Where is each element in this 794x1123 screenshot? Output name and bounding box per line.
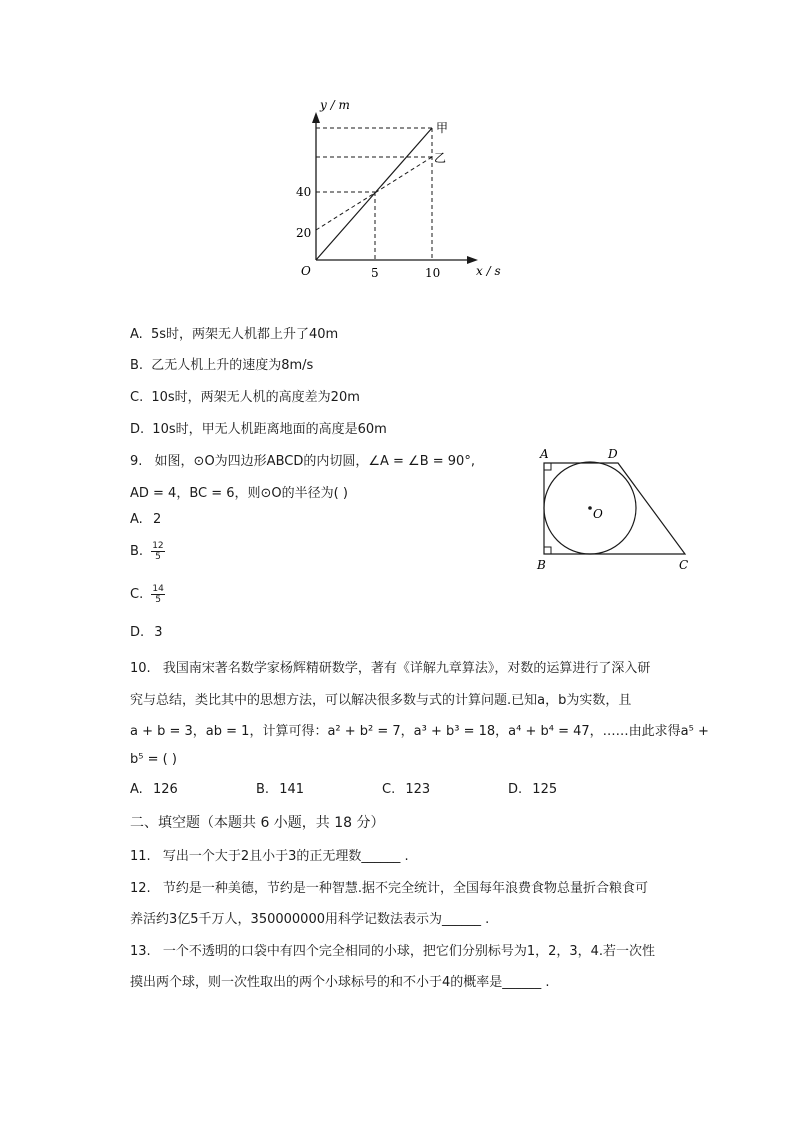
q8-option-c-letter: C. xyxy=(130,390,144,405)
q12-text-line1: 节约是一种美德，节约是一种智慧.据不完全统计，全国每年浪费食物总量折合粮食可 xyxy=(162,881,648,896)
q10-stem-line4 xyxy=(130,752,177,767)
q10-option-b-letter: B. xyxy=(256,782,270,797)
q13-text-line2: 摸出两个球，则一次性取出的两个小球标号的和不小于4的概率是______ . xyxy=(130,975,550,990)
q13-text-line1: 一个不透明的口袋中有四个完全相同的小球，把它们分别标号为1，2，3，4.若一次性 xyxy=(162,944,656,959)
q9-option-d[interactable] xyxy=(130,625,163,640)
q9-option-b-denominator: 5 xyxy=(155,552,161,562)
x-tick-10: 10 xyxy=(425,266,441,280)
x-axis-label: x / s xyxy=(476,264,501,278)
q9-text-line2: AD = 4，BC = 6，则⊙O的半径为( ) xyxy=(130,486,348,501)
q12-number: 12. xyxy=(130,881,151,896)
q9-number: 9. xyxy=(130,454,143,469)
q8-option-b-letter: B. xyxy=(130,358,144,373)
q9-text-line1: 如图，⊙O为四边形ABCD的内切圆，∠A = ∠B = 90°, xyxy=(154,454,475,469)
q9-option-d-letter: D. xyxy=(130,625,145,640)
y-axis-label: y / m xyxy=(320,98,350,112)
y-axis-arrow xyxy=(312,112,320,123)
q10-stem-line1 xyxy=(130,657,650,676)
q10-stem-line3 xyxy=(130,720,709,739)
q10-number: 10. xyxy=(130,661,151,676)
q12-text-line2: 养活约3亿5千万人，350000000用科学记数法表示为______ . xyxy=(130,912,490,927)
section-heading: 二、填空题（本题共 6 小题，共 18 分） xyxy=(130,815,385,831)
q13-stem-line2 xyxy=(130,971,550,990)
right-angle-mark-b xyxy=(544,547,551,554)
y-tick-40: 40 xyxy=(296,185,312,199)
q9-option-b[interactable] xyxy=(130,541,165,562)
q10-option-c[interactable] xyxy=(382,782,430,797)
q10-text-line4: b⁵ = ( ) xyxy=(130,752,177,767)
line-yi-label: 乙 xyxy=(434,151,447,165)
q8-option-c[interactable] xyxy=(130,386,360,405)
q9-option-a-letter: A. xyxy=(130,512,143,527)
q13-number: 13. xyxy=(130,944,151,959)
center-label-o: O xyxy=(593,507,603,521)
q10-option-b-text: 141 xyxy=(279,782,305,797)
q10-option-a-letter: A. xyxy=(130,782,143,797)
q9-option-b-letter: B. xyxy=(130,544,144,559)
vertex-label-b: B xyxy=(537,558,546,572)
q8-option-d-letter: D. xyxy=(130,422,145,437)
quadrilateral-abcd xyxy=(544,463,685,554)
line-jia-label: 甲 xyxy=(436,121,449,135)
q10-option-c-text: 123 xyxy=(405,782,431,797)
q10-option-a-text: 126 xyxy=(152,782,178,797)
line-jia xyxy=(316,128,432,260)
q8-option-c-text: 10s时，两架无人机的高度差为20m xyxy=(151,390,360,405)
q9-option-c-letter: C. xyxy=(130,587,144,602)
q8-option-b-text: 乙无人机上升的速度为8m/s xyxy=(151,358,314,373)
q9-option-a[interactable] xyxy=(130,512,161,527)
q12-stem-line2 xyxy=(130,908,489,927)
q9-option-c[interactable] xyxy=(130,584,165,605)
q9-option-c-denominator: 5 xyxy=(155,595,161,605)
q10-text-line2: 究与总结，类比其中的思想方法，可以解决很多数与式的计算问题.已知a，b为实数，且 xyxy=(130,693,632,708)
q9-option-d-text: 3 xyxy=(154,625,163,640)
q10-text-line1: 我国南宋著名数学家杨辉精研数学，著有《详解九章算法》，对数的运算进行了深入研 xyxy=(162,661,651,676)
q11-text: 写出一个大于2且小于3的正无理数______ . xyxy=(162,849,409,864)
q9-option-c-fraction xyxy=(151,584,164,605)
q8-option-d[interactable] xyxy=(130,418,387,437)
q13-stem-line1 xyxy=(130,940,655,959)
q11-stem xyxy=(130,845,409,864)
q11-number: 11. xyxy=(130,849,151,864)
q10-option-a[interactable] xyxy=(130,782,178,797)
y-tick-20: 20 xyxy=(296,226,312,240)
x-tick-5: 5 xyxy=(371,266,379,280)
quadrilateral-incircle-figure xyxy=(530,444,705,579)
q10-text-line3: a + b = 3，ab = 1，计算可得：a² + b² = 7，a³ + b³ = 18，a⁴ + b⁴ = 47，……由此求得a⁵ + xyxy=(130,724,709,739)
q8-option-a-letter: A. xyxy=(130,327,143,342)
q9-stem-line2 xyxy=(130,482,348,501)
q12-stem-line1 xyxy=(130,877,648,896)
x-axis-arrow xyxy=(467,256,478,264)
q9-stem-line1 xyxy=(130,450,475,469)
center-dot xyxy=(588,506,592,510)
q10-option-c-letter: C. xyxy=(382,782,396,797)
q10-option-b[interactable] xyxy=(256,782,304,797)
q8-option-a[interactable] xyxy=(130,323,338,342)
vertex-label-d: D xyxy=(608,447,618,461)
q10-option-d[interactable] xyxy=(508,782,557,797)
q9-option-b-numerator: 12 xyxy=(152,541,164,551)
q10-stem-line2 xyxy=(130,689,631,708)
q8-option-a-text: 5s时，两架无人机都上升了40m xyxy=(150,327,339,342)
right-angle-mark-a xyxy=(544,463,551,470)
distance-time-graph xyxy=(280,92,510,292)
q8-option-b[interactable] xyxy=(130,354,313,373)
q9-option-a-text: 2 xyxy=(152,512,162,527)
q9-option-b-fraction xyxy=(151,541,164,562)
q10-option-d-letter: D. xyxy=(508,782,523,797)
q9-option-c-numerator: 14 xyxy=(152,584,164,594)
origin-label: O xyxy=(301,264,311,278)
vertex-label-a: A xyxy=(540,447,549,461)
q10-option-d-text: 125 xyxy=(532,782,558,797)
vertex-label-c: C xyxy=(679,558,689,572)
q8-option-d-text: 10s时，甲无人机距离地面的高度是60m xyxy=(152,422,387,437)
